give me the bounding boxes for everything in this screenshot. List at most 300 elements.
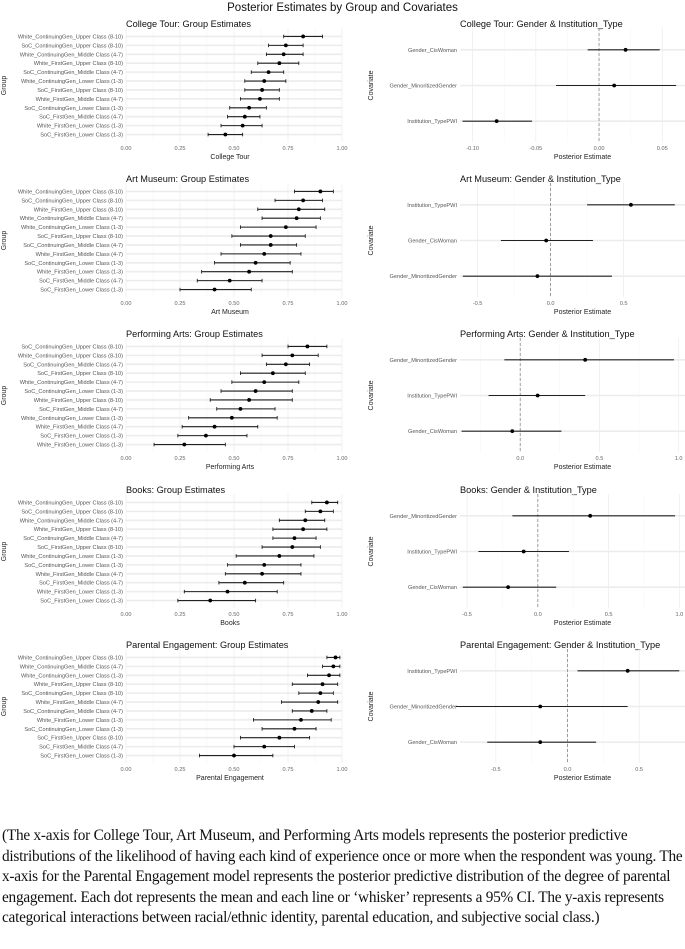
mean-dot: [334, 656, 338, 660]
y-axis-title: Covariate: [368, 225, 375, 256]
y-category-label: SoC_FirstGen_Middle Class (4-7): [39, 278, 123, 285]
panel-title: Performing Arts: Gender & Institution_Type: [460, 329, 635, 339]
estimate-whisker: [202, 270, 293, 274]
panel-books-groups: [0, 483, 348, 636]
x-tick-label: -0.5: [462, 612, 472, 618]
x-tick-label: 0.00: [593, 146, 605, 152]
y-category-label: Gender_CisWoman: [407, 238, 457, 245]
x-tick-label: 1.00: [336, 612, 348, 618]
y-category-label: White_ContinuingGen_Upper Class (8-10): [17, 353, 123, 360]
x-tick-label: -0.5: [491, 767, 501, 773]
y-category-label: SoC_FirstGen_Lower Class (1-3): [40, 598, 123, 605]
y-category-label: Gender_MinoritizedGender: [389, 513, 457, 520]
mean-dot: [226, 590, 230, 594]
y-category-label: White_FirstGen_Upper Class (8-10): [33, 207, 123, 214]
panel-parental-engagement-covariates: [343, 638, 685, 791]
x-tick-label: -0.05: [529, 146, 543, 152]
estimate-whisker: [462, 429, 562, 433]
estimate-whisker: [262, 727, 316, 731]
y-category-label: White_FirstGen_Upper Class (8-10): [33, 397, 123, 404]
mean-dot: [247, 398, 251, 402]
estimate-whisker: [587, 203, 675, 207]
y-category-label: SoC_ContinuingGen_Upper Class (8-10): [21, 198, 123, 205]
mean-dot: [310, 709, 314, 713]
estimate-whisker: [245, 88, 280, 92]
y-axis-title: Group: [1, 75, 8, 96]
x-tick-label: 0.05: [656, 146, 668, 152]
y-category-label: White_ContinuingGen_Upper Class (8-10): [17, 189, 123, 196]
y-category-label: White_ContinuingGen_Upper Class (8-10): [17, 655, 123, 662]
y-category-label: SoC_ContinuingGen_Middle Class (4-7): [23, 70, 123, 77]
panel-title: College Tour: Group Estimates: [126, 19, 251, 29]
y-category-label: Institution_TypePWI: [407, 549, 457, 556]
y-category-label: White_FirstGen_Middle Class (4-7): [35, 96, 123, 103]
y-category-label: White_FirstGen_Middle Class (4-7): [35, 424, 123, 431]
mean-dot: [239, 407, 243, 411]
y-category-label: SoC_ContinuingGen_Upper Class (8-10): [21, 344, 123, 351]
estimate-whisker: [178, 434, 247, 438]
x-tick-label: 0.0: [546, 301, 555, 307]
estimate-whisker: [232, 234, 305, 238]
mean-dot: [325, 501, 329, 505]
mean-dot: [269, 243, 273, 247]
mean-dot: [510, 429, 514, 433]
mean-dot: [282, 52, 286, 56]
x-tick-label: 1.00: [336, 146, 348, 152]
y-category-label: Gender_CisWoman: [407, 47, 457, 54]
x-tick-label: 0.5: [635, 767, 644, 773]
mean-dot: [538, 740, 542, 744]
mean-dot: [260, 572, 264, 576]
y-category-label: Gender_CisWoman: [407, 740, 457, 747]
mean-dot: [284, 225, 288, 229]
y-axis-title: Group: [1, 385, 8, 406]
estimate-whisker: [217, 407, 275, 411]
mean-dot: [588, 514, 592, 518]
estimate-whisker: [327, 656, 340, 660]
estimate-whisker: [292, 709, 327, 713]
mean-dot: [204, 434, 208, 438]
mean-dot: [258, 97, 262, 101]
estimate-whisker: [463, 274, 612, 278]
mean-dot: [536, 394, 540, 398]
y-category-label: White_ContinuingGen_Middle Class (4-7): [19, 518, 123, 525]
forest-plot: [343, 483, 685, 636]
panel-college-tour-groups: [0, 17, 348, 170]
y-category-label: White_FirstGen_Upper Class (8-10): [33, 527, 123, 534]
forest-plot: [0, 172, 348, 325]
mean-dot: [612, 84, 616, 88]
estimate-whisker: [262, 216, 320, 220]
mean-dot: [254, 261, 258, 265]
estimate-whisker: [215, 261, 291, 265]
y-category-label: SoC_ContinuingGen_Upper Class (8-10): [21, 691, 123, 698]
estimate-whisker: [279, 518, 324, 522]
y-category-label: White_ContinuingGen_Lower Class (1-3): [21, 79, 123, 86]
x-axis-title: Books: [220, 620, 240, 627]
x-tick-label: 1.0: [675, 612, 684, 618]
estimate-whisker: [253, 718, 331, 722]
x-tick-label: 0.50: [228, 767, 240, 773]
panel-title: Performing Arts: Group Estimates: [126, 329, 263, 339]
estimate-whisker: [299, 691, 334, 695]
estimate-whisker: [228, 115, 260, 119]
panel-performing-arts-groups: [0, 327, 348, 480]
mean-dot: [290, 545, 294, 549]
y-axis-title: Group: [1, 230, 8, 251]
mean-dot: [299, 718, 303, 722]
estimate-whisker: [262, 545, 320, 549]
estimate-whisker: [219, 581, 284, 585]
estimate-whisker: [282, 700, 338, 704]
mean-dot: [297, 207, 301, 211]
mean-dot: [262, 380, 266, 384]
estimate-whisker: [258, 61, 299, 65]
estimate-whisker: [199, 754, 272, 758]
panel-title: Books: Group Estimates: [126, 485, 226, 495]
y-category-label: White_ContinuingGen_Upper Class (8-10): [17, 34, 123, 41]
estimate-whisker: [273, 527, 327, 531]
y-axis-title: Group: [1, 541, 8, 562]
figure-caption: (The x-axis for College Tour, Art Museum, and Performing Arts models represents the posterior predictive distributions of the likelihood of having each kind of experience once or more when the respondent was young. The x-axis for the Parental Engagement model represents the posterior predictive distribution of the degree of parental engagement. Each dot represents the mean and each line or ‘whisker’ represents a 95% CI. The y-axis represents categorical interactions between racial/ethnic identity, parental education, and subjective social class.): [2, 827, 683, 926]
mean-dot: [241, 124, 245, 128]
y-category-label: Institution_TypePWI: [407, 393, 457, 400]
y-category-label: White_ContinuingGen_Middle Class (4-7): [19, 216, 123, 223]
y-category-label: SoC_FirstGen_Middle Class (4-7): [39, 406, 123, 413]
y-axis-title: Covariate: [368, 691, 375, 722]
x-axis-title: Posterior Estimate: [553, 775, 612, 782]
estimate-whisker: [245, 79, 286, 83]
y-category-label: White_FirstGen_Lower Class (1-3): [36, 123, 123, 130]
estimate-whisker: [269, 43, 304, 47]
mean-dot: [232, 754, 236, 758]
forest-plot: [343, 638, 685, 791]
x-tick-label: 0.75: [282, 146, 294, 152]
y-category-label: SoC_FirstGen_Upper Class (8-10): [37, 371, 123, 378]
mean-dot: [290, 353, 294, 357]
y-category-label: SoC_ContinuingGen_Middle Class (4-7): [23, 536, 123, 543]
mean-dot: [495, 119, 499, 123]
y-category-label: Gender_MinoritizedGender: [389, 274, 457, 281]
x-axis-title: Posterior Estimate: [553, 154, 612, 161]
estimate-whisker: [228, 563, 301, 567]
mean-dot: [321, 682, 325, 686]
y-category-label: SoC_FirstGen_Upper Class (8-10): [37, 735, 123, 742]
mean-dot: [506, 585, 510, 589]
estimate-whisker: [189, 416, 278, 420]
y-category-label: White_ContinuingGen_Middle Class (4-7): [19, 664, 123, 671]
mean-dot: [213, 288, 217, 292]
estimate-whisker: [240, 371, 305, 375]
y-category-label: SoC_FirstGen_Middle Class (4-7): [39, 114, 123, 121]
y-category-label: SoC_FirstGen_Upper Class (8-10): [37, 234, 123, 241]
y-category-label: SoC_FirstGen_Lower Class (1-3): [40, 753, 123, 760]
estimate-whisker: [487, 740, 596, 744]
y-category-label: SoC_FirstGen_Upper Class (8-10): [37, 87, 123, 94]
estimate-whisker: [273, 536, 316, 540]
estimate-whisker: [240, 736, 309, 740]
forest-plot: [343, 327, 685, 480]
y-category-label: White_ContinuingGen_Middle Class (4-7): [19, 380, 123, 387]
estimate-whisker: [232, 380, 299, 384]
forest-plot: [0, 638, 348, 791]
mean-dot: [260, 88, 264, 92]
mean-dot: [271, 371, 275, 375]
estimate-whisker: [504, 358, 674, 362]
y-category-label: SoC_FirstGen_Lower Class (1-3): [40, 132, 123, 139]
x-tick-label: 0.5: [604, 612, 613, 618]
y-category-label: SoC_ContinuingGen_Lower Class (1-3): [24, 562, 123, 569]
y-category-label: White_ContinuingGen_Lower Class (1-3): [21, 225, 123, 232]
x-tick-label: 0.5: [619, 301, 628, 307]
mean-dot: [544, 239, 548, 243]
panel-art-museum-groups: [0, 172, 348, 325]
estimate-whisker: [266, 52, 303, 56]
y-category-label: White_FirstGen_Middle Class (4-7): [35, 571, 123, 578]
mean-dot: [213, 425, 217, 429]
mean-dot: [243, 115, 247, 119]
panel-performing-arts-covariates: [343, 327, 685, 480]
y-category-label: White_FirstGen_Middle Class (4-7): [35, 700, 123, 707]
mean-dot: [228, 279, 232, 283]
y-category-label: White_FirstGen_Lower Class (1-3): [36, 717, 123, 724]
panel-parental-engagement-groups: [0, 638, 348, 791]
estimate-whisker: [556, 84, 676, 88]
x-tick-label: 1.00: [336, 767, 348, 773]
forest-plot: [0, 483, 348, 636]
y-category-label: Gender_CisWoman: [407, 585, 457, 592]
y-category-label: SoC_ContinuingGen_Middle Class (4-7): [23, 362, 123, 369]
mean-dot: [538, 705, 542, 709]
mean-dot: [247, 270, 251, 274]
mean-dot: [293, 727, 297, 731]
estimate-whisker: [312, 501, 338, 505]
mean-dot: [327, 673, 331, 677]
panel-title: Parental Engagement: Group Estimates: [126, 640, 289, 650]
x-tick-label: 0.0: [563, 767, 572, 773]
y-category-label: Institution_TypePWI: [407, 119, 457, 126]
x-tick-label: 0.00: [120, 146, 132, 152]
x-tick-label: 0.0: [533, 612, 542, 618]
estimate-whisker: [501, 239, 593, 243]
mean-dot: [522, 550, 526, 554]
mean-dot: [182, 443, 186, 447]
forest-plot: [0, 17, 348, 170]
mean-dot: [269, 234, 273, 238]
figure-title: Posterior Estimates by Group and Covariates: [227, 2, 458, 14]
x-tick-label: 0.25: [174, 456, 186, 462]
y-category-label: SoC_ContinuingGen_Lower Class (1-3): [24, 726, 123, 733]
mean-dot: [277, 736, 281, 740]
y-category-label: Gender_MinoritizedGender: [389, 357, 457, 364]
panel-title: Art Museum: Gender & Institution_Type: [460, 174, 621, 184]
estimate-whisker: [210, 398, 292, 402]
estimate-whisker: [478, 550, 569, 554]
estimate-whisker: [456, 705, 628, 709]
y-category-label: White_FirstGen_Lower Class (1-3): [36, 269, 123, 276]
mean-dot: [262, 745, 266, 749]
mean-dot: [284, 362, 288, 366]
x-tick-label: 0.0: [516, 456, 525, 462]
mean-dot: [262, 252, 266, 256]
estimate-whisker: [182, 425, 258, 429]
mean-dot: [262, 79, 266, 83]
mean-dot: [319, 509, 323, 513]
y-category-label: SoC_ContinuingGen_Lower Class (1-3): [24, 389, 123, 396]
x-axis-title: Performing Arts: [205, 464, 255, 471]
y-axis-title: Covariate: [368, 536, 375, 567]
y-category-label: White_ContinuingGen_Lower Class (1-3): [21, 415, 123, 422]
mean-dot: [536, 274, 540, 278]
mean-dot: [626, 669, 630, 673]
estimate-whisker: [284, 35, 323, 39]
mean-dot: [208, 599, 212, 603]
estimate-whisker: [463, 585, 556, 589]
x-tick-label: 0.50: [228, 301, 240, 307]
x-tick-label: 1.0: [674, 456, 683, 462]
estimate-whisker: [154, 443, 225, 447]
x-tick-label: 0.75: [282, 767, 294, 773]
y-category-label: SoC_ContinuingGen_Lower Class (1-3): [24, 105, 123, 112]
y-category-label: White_FirstGen_Lower Class (1-3): [36, 589, 123, 596]
mean-dot: [223, 133, 227, 137]
x-axis-title: Parental Engagement: [196, 775, 264, 782]
estimate-whisker: [236, 554, 314, 558]
estimate-whisker: [225, 572, 301, 576]
x-tick-label: 0.00: [120, 301, 132, 307]
y-category-label: White_FirstGen_Middle Class (4-7): [35, 251, 123, 258]
mean-dot: [316, 700, 320, 704]
estimate-whisker: [578, 669, 680, 673]
panel-title: Books: Gender & Institution_Type: [460, 485, 597, 495]
y-category-label: SoC_ContinuingGen_Upper Class (8-10): [21, 43, 123, 50]
estimate-whisker: [234, 745, 294, 749]
y-axis-title: Covariate: [368, 380, 375, 411]
x-tick-label: 0.75: [282, 612, 294, 618]
x-axis-title: Posterior Estimate: [553, 464, 612, 471]
estimate-whisker: [221, 124, 262, 128]
panel-college-tour-covariates: [343, 17, 685, 170]
y-category-label: SoC_FirstGen_Upper Class (8-10): [37, 545, 123, 552]
estimate-whisker: [180, 288, 251, 292]
x-tick-label: 0.25: [174, 301, 186, 307]
panel-books-covariates: [343, 483, 685, 636]
y-category-label: White_FirstGen_Upper Class (8-10): [33, 61, 123, 68]
x-tick-label: 0.25: [174, 612, 186, 618]
panel-title: Art Museum: Group Estimates: [126, 174, 250, 184]
y-category-label: SoC_FirstGen_Lower Class (1-3): [40, 287, 123, 294]
y-category-label: SoC_ContinuingGen_Middle Class (4-7): [23, 708, 123, 715]
estimate-whisker: [251, 70, 283, 74]
mean-dot: [331, 664, 335, 668]
estimate-whisker: [240, 97, 279, 101]
y-category-label: White_ContinuingGen_Lower Class (1-3): [21, 553, 123, 560]
mean-dot: [277, 554, 281, 558]
y-category-label: Institution_TypePWI: [407, 202, 457, 209]
panel-title: College Tour: Gender & Institution_Type: [460, 19, 623, 29]
y-category-label: SoC_FirstGen_Lower Class (1-3): [40, 433, 123, 440]
y-category-label: Gender_MinoritizedGender: [389, 704, 457, 711]
estimate-whisker: [262, 353, 318, 357]
mean-dot: [284, 43, 288, 47]
mean-dot: [262, 563, 266, 567]
x-tick-label: 0.75: [282, 456, 294, 462]
y-category-label: White_ContinuingGen_Upper Class (8-10): [17, 500, 123, 507]
estimate-whisker: [588, 48, 660, 52]
x-tick-label: -0.5: [472, 301, 483, 307]
y-category-label: White_ContinuingGen_Lower Class (1-3): [21, 673, 123, 680]
mean-dot: [293, 536, 297, 540]
mean-dot: [254, 389, 258, 393]
estimate-whisker: [221, 389, 292, 393]
x-tick-label: 1.00: [336, 456, 348, 462]
estimate-whisker: [305, 509, 333, 513]
y-category-label: White_ContinuingGen_Middle Class (4-7): [19, 52, 123, 59]
y-category-label: Institution_TypePWI: [407, 668, 457, 675]
mean-dot: [583, 358, 587, 362]
mean-dot: [301, 527, 305, 531]
mean-dot: [624, 48, 628, 52]
y-category-label: SoC_ContinuingGen_Middle Class (4-7): [23, 242, 123, 249]
x-axis-title: Posterior Estimate: [553, 620, 612, 627]
estimate-whisker: [178, 599, 256, 603]
estimate-whisker: [288, 345, 327, 349]
estimate-whisker: [208, 133, 243, 137]
mean-dot: [267, 70, 271, 74]
x-tick-label: 0.50: [228, 146, 240, 152]
y-category-label: SoC_ContinuingGen_Lower Class (1-3): [24, 260, 123, 267]
y-category-label: White_FirstGen_Lower Class (1-3): [36, 442, 123, 449]
x-tick-label: -0.10: [466, 146, 480, 152]
y-category-label: Gender_CisWoman: [407, 429, 457, 436]
x-axis-title: College Tour: [210, 154, 250, 161]
forest-plot: [0, 327, 348, 480]
mean-dot: [295, 216, 299, 220]
y-category-label: SoC_ContinuingGen_Upper Class (8-10): [21, 509, 123, 516]
x-axis-title: Posterior Estimate: [553, 309, 612, 316]
panel-art-museum-covariates: [343, 172, 685, 325]
estimate-whisker: [240, 225, 316, 229]
estimate-whisker: [489, 394, 586, 398]
estimate-whisker: [323, 664, 340, 668]
mean-dot: [301, 35, 305, 39]
mean-dot: [230, 416, 234, 420]
x-tick-label: 1.00: [336, 301, 348, 307]
x-tick-label: 0.75: [282, 301, 294, 307]
estimate-whisker: [512, 514, 675, 518]
mean-dot: [319, 190, 323, 194]
mean-dot: [243, 581, 247, 585]
y-axis-title: Group: [1, 696, 8, 717]
x-tick-label: 0.5: [595, 456, 604, 462]
mean-dot: [303, 518, 307, 522]
x-tick-label: 0.00: [120, 767, 132, 773]
mean-dot: [301, 198, 305, 202]
x-tick-label: 0.50: [228, 456, 240, 462]
forest-plot: [343, 17, 685, 170]
mean-dot: [319, 691, 323, 695]
y-axis-title: Covariate: [368, 70, 375, 101]
x-tick-label: 0.25: [174, 146, 186, 152]
x-tick-label: 0.00: [120, 612, 132, 618]
estimate-whisker: [184, 590, 277, 594]
x-tick-label: 0.50: [228, 612, 240, 618]
estimate-whisker: [275, 198, 323, 202]
mean-dot: [629, 203, 633, 207]
y-category-label: White_FirstGen_Upper Class (8-10): [33, 682, 123, 689]
y-category-label: Gender_MinoritizedGender: [389, 83, 457, 90]
y-category-label: SoC_FirstGen_Middle Class (4-7): [39, 580, 123, 587]
